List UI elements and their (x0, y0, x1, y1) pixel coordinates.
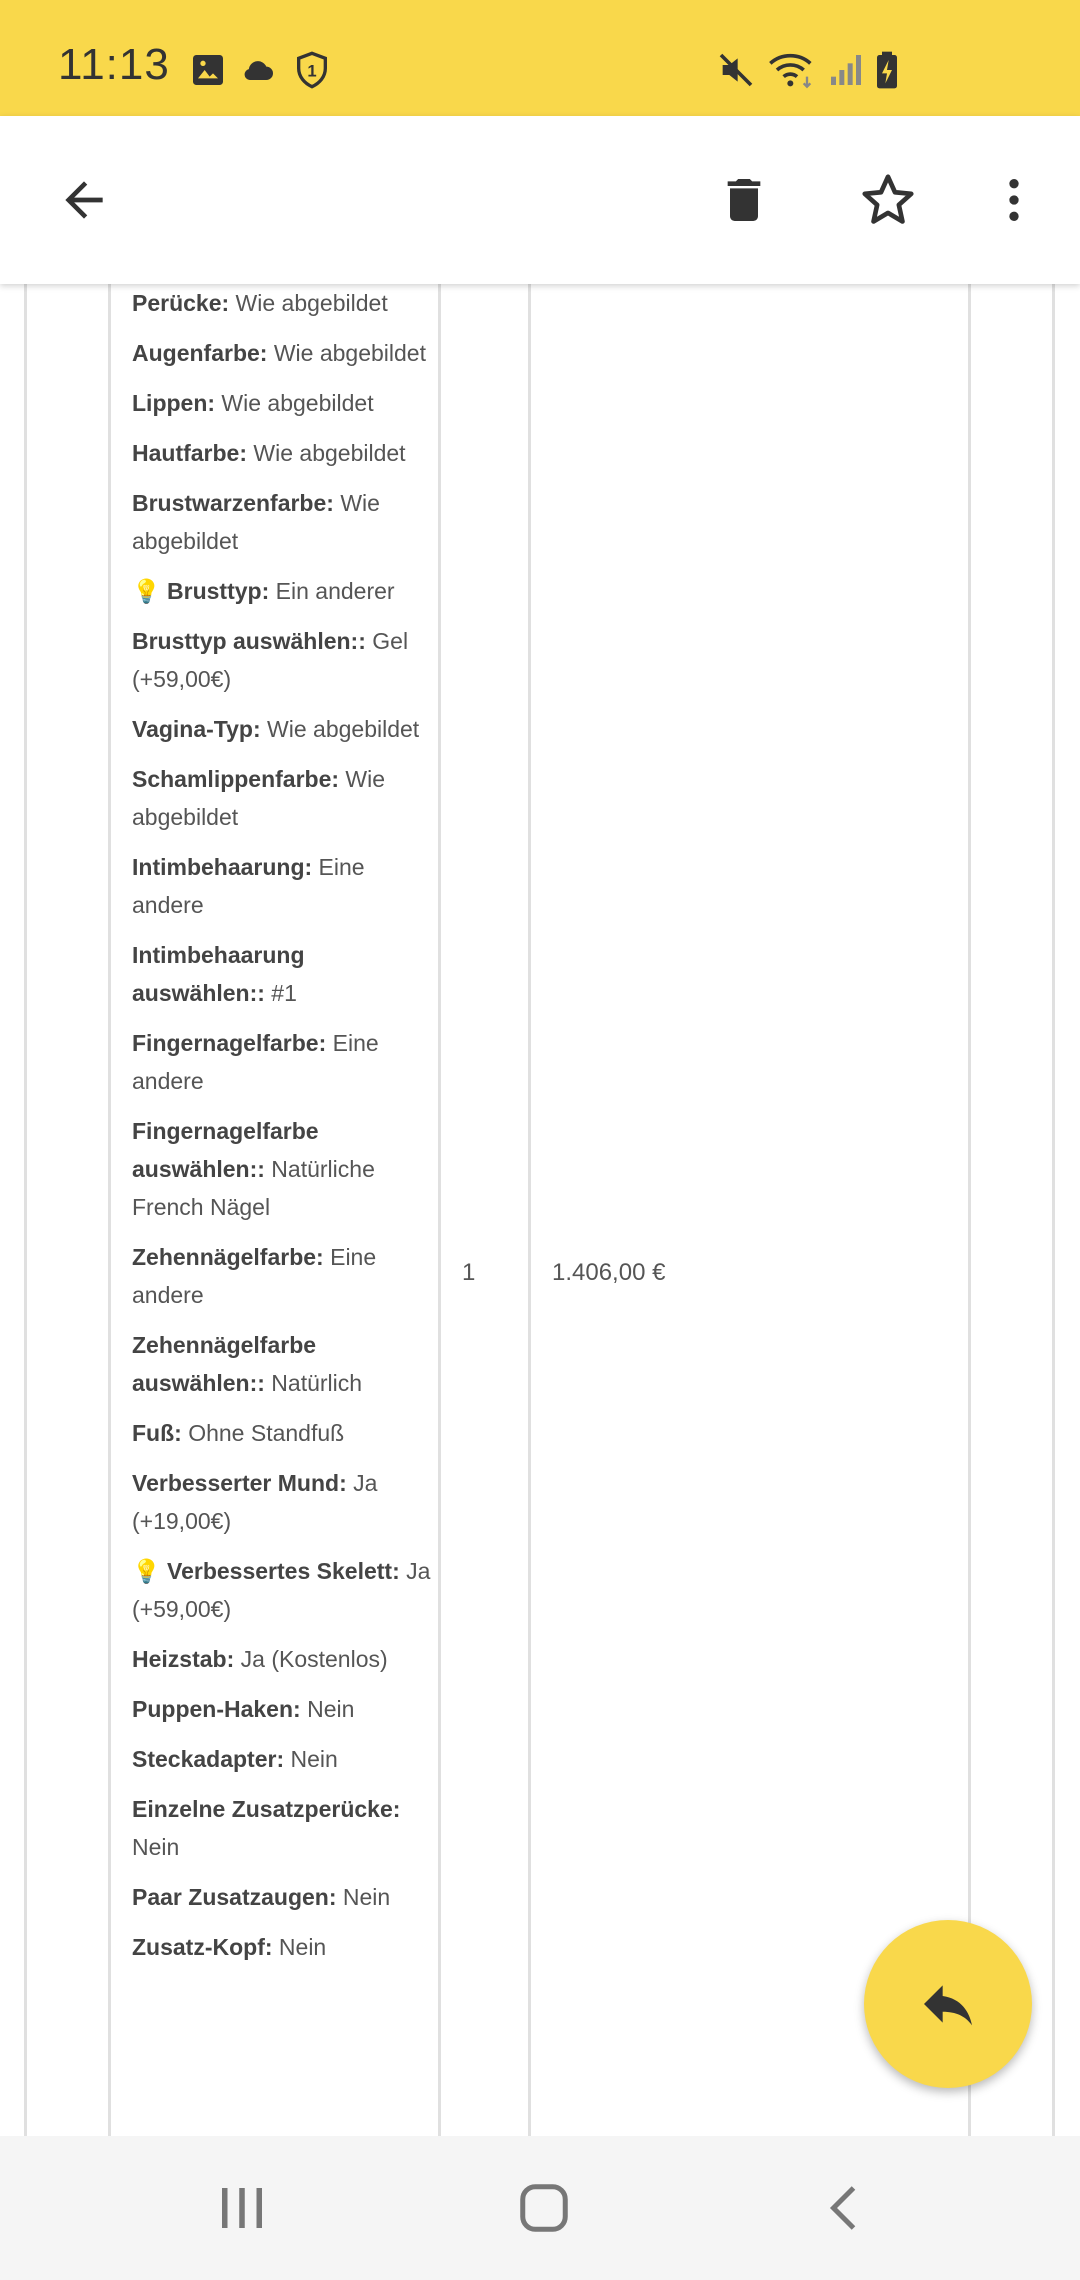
reply-button[interactable] (864, 1920, 1032, 2088)
cloud-icon (238, 50, 278, 90)
item-price: 1.406,00 € (552, 1259, 666, 1286)
wifi-icon (766, 50, 818, 90)
option-label: Fingernagelfarbe: (132, 1030, 327, 1056)
table-divider (528, 284, 531, 2136)
option-value: Nein (336, 1884, 391, 1910)
signal-icon (826, 50, 866, 90)
table-divider (108, 284, 111, 2136)
option-label: Verbesserter Mund: (132, 1470, 347, 1496)
option-label: Fuß: (132, 1420, 182, 1446)
table-divider (438, 284, 441, 2136)
option-label: Heizstab: (132, 1646, 235, 1672)
delete-icon[interactable] (702, 158, 786, 242)
option-label: Vagina-Typ: (132, 716, 261, 742)
option-row (132, 1464, 432, 1540)
item-options-list (132, 284, 432, 1978)
option-value: Gel (+59,00€) (132, 628, 409, 692)
option-row (132, 572, 432, 610)
mute-icon (716, 50, 756, 90)
option-row (132, 1414, 432, 1452)
option-row (132, 1238, 432, 1314)
table-divider (1052, 284, 1055, 2136)
svg-text:1: 1 (307, 61, 317, 81)
home-icon[interactable] (508, 2172, 580, 2244)
more-vert-icon[interactable] (972, 158, 1056, 242)
option-value: #1 (264, 980, 297, 1006)
image-icon (188, 50, 228, 90)
option-row (132, 1024, 432, 1100)
option-label: Zusatz-Kopf: (132, 1934, 273, 1960)
option-value: Ein anderer (269, 578, 395, 604)
nav-bar (0, 2136, 1080, 2280)
option-row (132, 1740, 432, 1778)
nav-back-icon[interactable] (810, 2172, 882, 2244)
option-label: Paar Zusatzaugen: (132, 1884, 337, 1910)
option-label: Intimbehaarung auswählen:: (132, 942, 305, 1006)
option-row (132, 1112, 432, 1226)
star-icon[interactable] (846, 158, 930, 242)
battery-charging-icon (872, 50, 902, 90)
option-value: Wie abgebildet (229, 290, 388, 316)
option-value: Nein (272, 1934, 327, 1960)
recent-apps-icon[interactable] (206, 2172, 278, 2244)
option-value: Ja (Kostenlos) (234, 1646, 388, 1672)
option-value: Eine andere (132, 1244, 377, 1308)
table-divider (24, 284, 27, 2136)
option-label: 💡 Verbessertes Skelett: (132, 1558, 400, 1584)
option-label: Perücke: (132, 290, 230, 316)
option-row (132, 1878, 432, 1916)
status-time: 11:13 (58, 40, 170, 89)
option-value: Wie abgebildet (215, 390, 374, 416)
option-row (132, 622, 432, 698)
reply-icon (916, 1972, 980, 2036)
option-value: Ja (+19,00€) (132, 1470, 378, 1534)
back-arrow-icon[interactable] (42, 158, 126, 242)
option-value: Eine andere (132, 1030, 379, 1094)
option-row (132, 334, 432, 372)
option-label: Brusttyp auswählen:: (132, 628, 366, 654)
option-value: Eine andere (132, 854, 365, 918)
option-value: Wie abgebildet (132, 766, 386, 830)
option-row (132, 1690, 432, 1728)
option-label: Hautfarbe: (132, 440, 248, 466)
option-value: Ohne Standfuß (181, 1420, 345, 1446)
option-label: Steckadapter: (132, 1746, 285, 1772)
option-row (132, 284, 432, 322)
option-value: Natürlich (264, 1370, 363, 1396)
option-row (132, 434, 432, 472)
option-value: Wie abgebildet (260, 716, 420, 742)
option-row (132, 760, 432, 836)
option-label: 💡 Brusttyp: (132, 578, 270, 604)
option-value: Natürliche French Nägel (132, 1156, 375, 1220)
option-label: Zehennägelfarbe: (132, 1244, 324, 1270)
option-row (132, 1552, 432, 1628)
option-value: Ja (+59,00€) (132, 1558, 431, 1622)
option-value: Wie abgebildet (247, 440, 406, 466)
option-row (132, 1928, 432, 1966)
option-value: Wie abgebildet (267, 340, 426, 366)
option-row (132, 484, 432, 560)
shield-1-icon (292, 50, 332, 90)
app-bar (0, 116, 1080, 284)
option-row (132, 1326, 432, 1402)
table-divider (968, 284, 971, 2136)
option-row (132, 384, 432, 422)
option-label: Puppen-Haken: (132, 1696, 301, 1722)
option-value: Nein (300, 1696, 355, 1722)
option-row (132, 936, 432, 1012)
option-label: Intimbehaarung: (132, 854, 313, 880)
option-label: Zehennägelfarbe auswählen:: (132, 1332, 317, 1396)
option-row (132, 1790, 432, 1866)
option-row (132, 1640, 432, 1678)
option-value: Wie abgebildet (132, 490, 380, 554)
option-label: Lippen: (132, 390, 216, 416)
order-table (0, 284, 1080, 2136)
option-value: Nein (284, 1746, 338, 1772)
option-value: Nein (132, 1834, 180, 1860)
option-label: Augenfarbe: (132, 340, 268, 366)
option-row (132, 710, 432, 748)
option-label: Brustwarzenfarbe: (132, 490, 334, 516)
item-quantity: 1 (462, 1259, 476, 1286)
option-label: Fingernagelfarbe auswählen:: (132, 1118, 319, 1182)
status-bar (0, 0, 1080, 116)
option-label: Einzelne Zusatzperücke: (132, 1796, 401, 1822)
option-label: Schamlippenfarbe: (132, 766, 340, 792)
option-row (132, 848, 432, 924)
